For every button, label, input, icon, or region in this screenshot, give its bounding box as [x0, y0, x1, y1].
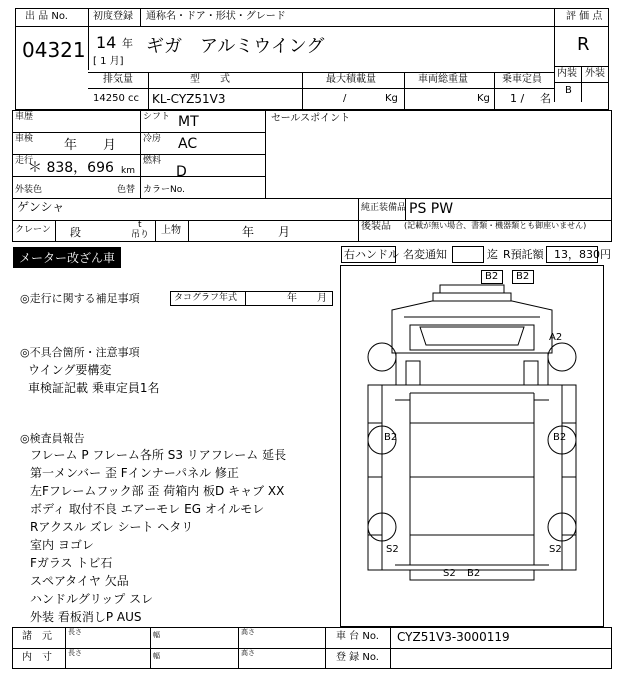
color-label: 外装色: [15, 185, 43, 195]
inspector-line: Fガラス トビ石: [30, 556, 113, 570]
first-reg-year-unit: 年: [122, 37, 133, 50]
max-load-value: /: [343, 93, 347, 104]
shift-label: シフト: [143, 112, 171, 122]
inspector-line: 第一メンバー 歪 Fインナーパネル 修正: [30, 466, 239, 480]
max-load-unit: Kg: [385, 93, 398, 104]
overall-grade: R: [577, 34, 590, 55]
upper-label: 上物: [161, 225, 181, 236]
damage-mark-b2-right: B2: [553, 432, 567, 443]
height-label: 高さ: [241, 628, 255, 636]
history-label: 車歴: [15, 112, 34, 122]
chassis-number: CYZ51V3-3000119: [397, 630, 510, 644]
exterior-label: 外装: [585, 68, 605, 79]
damage-mark-bottom-s2: S2: [443, 568, 456, 579]
equipment-label: 純正装備品: [361, 203, 407, 213]
mileage-label: 走行: [15, 156, 34, 166]
name-label: 通称名・ドア・形状・グレード: [146, 11, 286, 22]
damage-mark-top-right: B2: [516, 271, 530, 282]
capacity-unit: 名: [540, 92, 551, 105]
meter-tamper-banner: メーター改ざん車: [13, 247, 121, 268]
inspection-label: 車検: [15, 134, 34, 144]
inner-label: 内 寸: [22, 652, 52, 663]
width-label: 幅: [153, 631, 160, 639]
inspector-line: 左Fフレームフック部 歪 荷箱内 板D キャブ XX: [30, 484, 285, 498]
mileage-value: ＊ 838，696: [28, 160, 114, 176]
max-load-label: 最大積載量: [326, 74, 376, 85]
registration-label: 登 録 No.: [336, 652, 379, 663]
damage-mark-a2: A2: [549, 332, 563, 343]
inspector-line: 外装 看板消しP AUS: [30, 610, 142, 624]
grade-label: 評 価 点: [566, 11, 603, 22]
damage-mark-bottom-b2: B2: [467, 568, 481, 579]
lot-label: 出 品 No.: [25, 11, 68, 22]
inspector-line: ハンドルグリップ スレ: [30, 592, 154, 606]
shift-value: MT: [178, 114, 199, 130]
ac-label: 冷房: [143, 134, 162, 144]
inspector-line: スペアタイヤ 欠品: [30, 574, 129, 588]
inspector-line: 室内 ヨゴレ: [30, 538, 94, 552]
defect-line: 車検証記載 乗車定員1名: [28, 381, 160, 395]
defect-line: ウイング要構変: [28, 363, 112, 377]
color-value: ゲンシャ: [17, 200, 65, 214]
ac-value: AC: [178, 136, 198, 152]
first-reg-year: 14: [96, 33, 117, 52]
upper-value: 年 月: [242, 225, 291, 239]
crane-hanging: 吊り: [131, 230, 150, 240]
gvw-label: 車両総重量: [418, 74, 468, 85]
crane-ton: t: [138, 220, 142, 230]
chassis-label: 車 台 No.: [336, 631, 379, 642]
first-reg-label: 初度登録: [93, 11, 133, 22]
r-deposit-label: R預託額: [503, 248, 544, 261]
fuel-label: 燃料: [143, 156, 162, 166]
height-label: 高さ: [241, 649, 255, 657]
displacement-value: 14250 cc: [93, 93, 139, 104]
inspector-title: ◎検査員報告: [20, 432, 85, 445]
driving-title: ◎走行に関する補足事項: [20, 292, 140, 305]
capacity-value: 1 /: [510, 92, 525, 105]
displacement-label: 排気量: [103, 74, 133, 85]
model-value: KL-CYZ51V3: [152, 92, 226, 106]
dims-label: 諸 元: [22, 631, 52, 642]
name-change-suffix: 迄: [487, 248, 498, 261]
color-code-label: カラーNo.: [143, 185, 185, 195]
damage-mark-s2-right: S2: [549, 544, 562, 555]
inspector-line: ボディ 取付不良 エアーモレ EG オイルモレ: [30, 502, 265, 516]
equipment-value: PS PW: [409, 201, 454, 217]
length-label: 長さ: [68, 628, 82, 636]
width-label: 幅: [153, 652, 160, 660]
car-name: ギガ アルミウイング: [146, 36, 325, 57]
name-change-box: [452, 246, 484, 263]
after-label: 後装品: [361, 221, 391, 232]
gvw-unit: Kg: [477, 93, 490, 104]
fuel-value: D: [176, 164, 187, 180]
damage-mark-top-left: B2: [485, 271, 499, 282]
lot-number: 04321: [22, 38, 86, 62]
interior-label: 内装: [557, 68, 577, 79]
crane-steps: 段: [70, 226, 81, 239]
tacho-value: 年 月: [287, 293, 327, 304]
r-deposit-value: 13，830: [554, 248, 600, 261]
color-change-label: 色替: [117, 185, 136, 195]
mileage-unit: km: [121, 166, 135, 176]
r-deposit-unit: 円: [600, 248, 611, 261]
length-label: 長さ: [68, 649, 82, 657]
first-reg-month: [ 1 月]: [93, 56, 124, 67]
model-label: 型 式: [190, 74, 230, 85]
damage-mark-b2-left: B2: [384, 432, 398, 443]
sales-point-label: セールスポイント: [271, 113, 351, 124]
interior-grade: B: [565, 85, 572, 96]
damage-mark-s2-left: S2: [386, 544, 399, 555]
name-change-label: 名変通知: [403, 248, 447, 261]
crane-label: クレーン: [15, 225, 51, 235]
defects-title: ◎不具合箇所・注意事項: [20, 346, 140, 359]
inspection-value: 年 月: [64, 138, 117, 153]
tacho-label: タコグラフ年式: [174, 293, 238, 303]
inspector-line: Rアクスル ズレ シート ヘタリ: [30, 520, 194, 534]
inspector-line: フレーム P フレーム各所 S3 リアフレーム 延長: [30, 448, 287, 462]
after-note: (記載が無い場合、書類・機器類とも御座いません): [404, 221, 587, 230]
steering-value: 右ハンドル: [344, 248, 399, 261]
capacity-label: 乗車定員: [502, 74, 542, 85]
